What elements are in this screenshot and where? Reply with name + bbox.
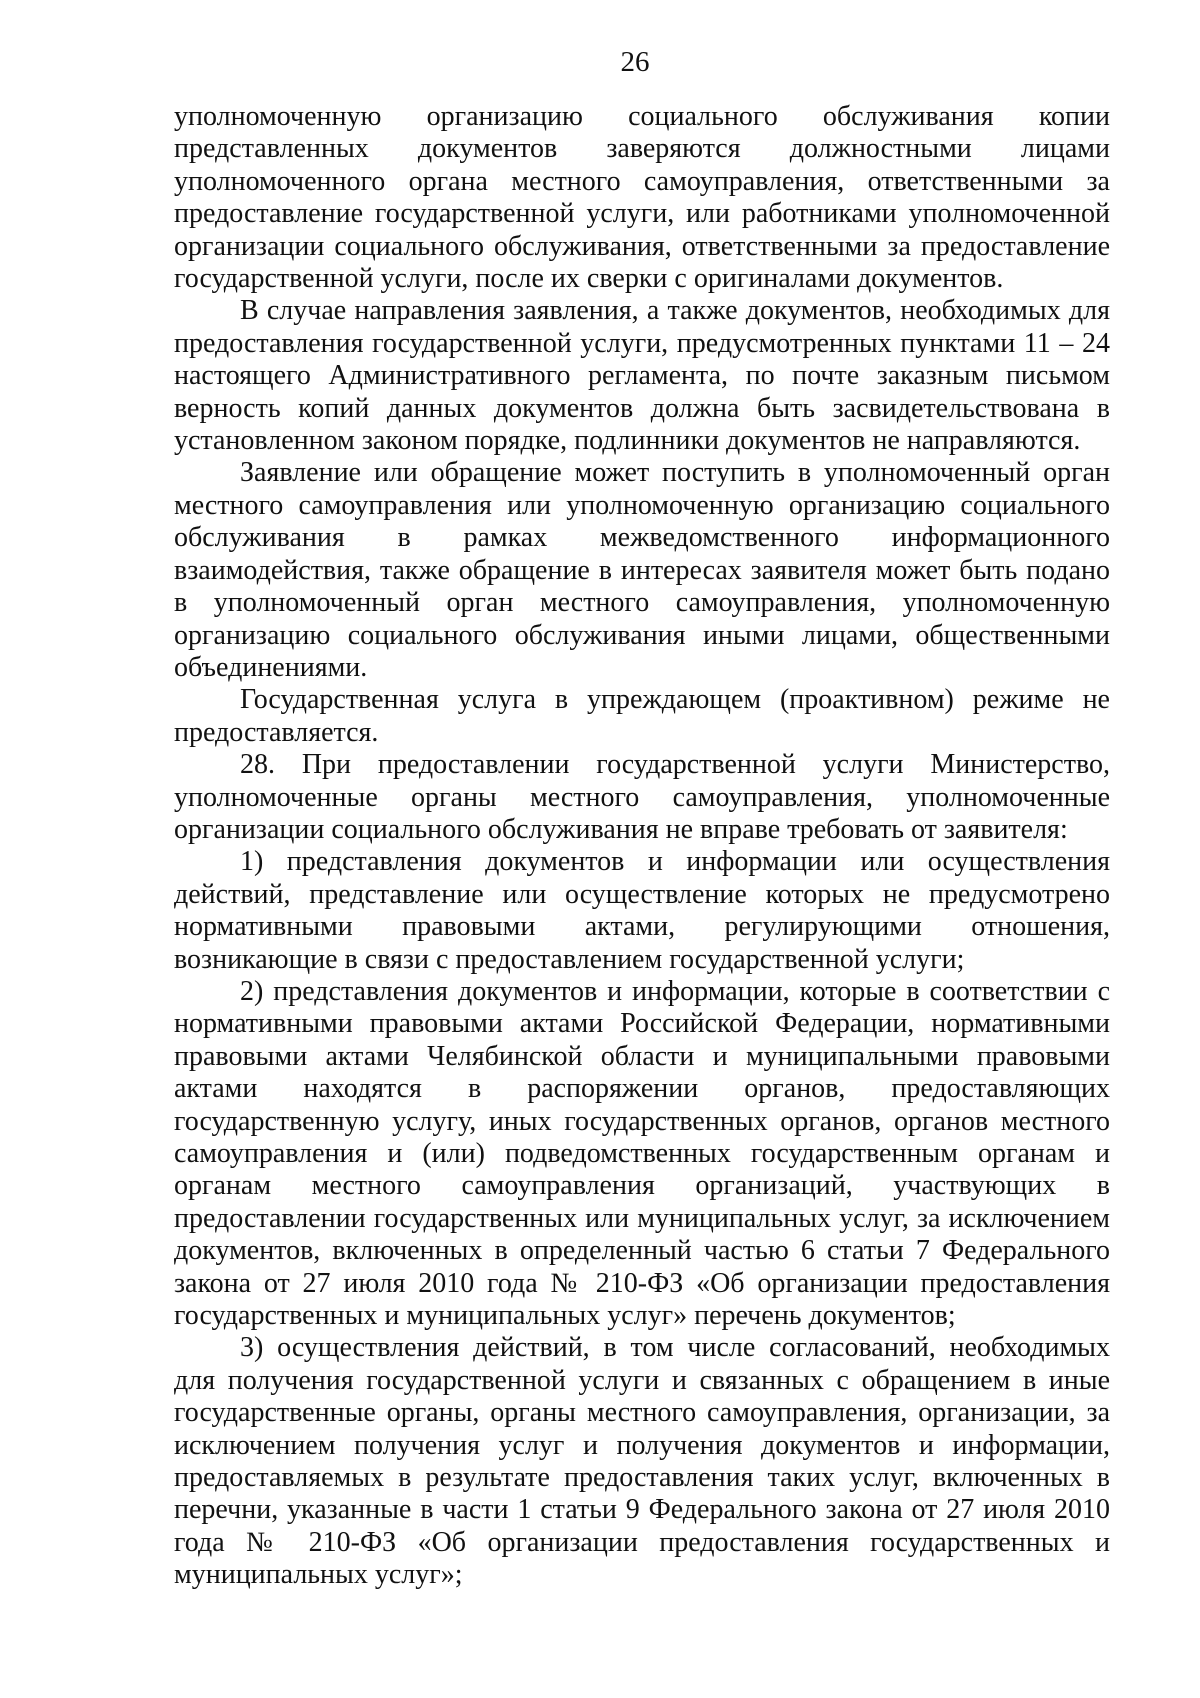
paragraph-postal-submission: В случае направления заявления, а также документов, необходимых для предоставления государственной услуги, предусмотренных пунктами 11 – 24 настоящего Административного регламента, по почте заказным письмом верность копий данных документов должна быть засвидетельствована в установленном законом порядке, подлинники документов не направляются. xyxy=(174,295,1110,457)
list-item-1: 1) представления документов и информации или осуществления действий, представление или осуществление которых не предусмотрено нормативными правовыми актами, регулирующими отношения, возникающие в связи с предоставлением государственной услуги; xyxy=(174,846,1110,975)
paragraph-continuation: уполномоченную организацию социального обслуживания копии представленных документов заверяются должностными лицами уполномоченного органа местного самоуправления, ответственными за предоставление государственной услуги, или работниками уполномоченной организации социального обслуживания, ответственными за предоставление государственной услуги, после их сверки с оригиналами документов. xyxy=(174,101,1110,295)
paragraph-interagency-request: Заявление или обращение может поступить в уполномоченный орган местного самоуправления или уполномоченную организацию социального обслуживания в рамках межведомственного информационного взаимодействия, также обращение в интересах заявителя может быть подано в уполномоченный орган местного самоуправления, уполномоченную организацию социального обслуживания иными лицами, общественными объединениями. xyxy=(174,457,1110,683)
list-item-3: 3) осуществления действий, в том числе согласований, необходимых для получения государственной услуги и связанных с обращением в иные государственные органы, органы местного самоуправления, организации, за исключением получения услуг и получения документов и информации, предоставляемых в результате предоставления таких услуг, включенных в перечни, указанные в части 1 статьи 9 Федерального закона от 27 июля 2010 года № 210-ФЗ «Об организации предоставления государственных и муниципальных услуг»; xyxy=(174,1332,1110,1591)
document-body xyxy=(174,101,1110,1592)
paragraph-proactive-mode: Государственная услуга в упреждающем (проактивном) режиме не предоставляется. xyxy=(174,684,1110,748)
list-item-2: 2) представления документов и информации, которые в соответствии с нормативными правовыми актами Российской Федерации, нормативными правовыми актами Челябинской области и муниципальными правовыми актами находятся в распоряжении органов, предоставляющих государственную услугу, иных государственных органов, органов местного самоуправления и (или) подведомственных государственным органам и органам местного самоуправления организаций, участвующих в предоставлении государственных или муниципальных услуг, за исключением документов, включенных в определенный частью 6 статьи 7 Федерального закона от 27 июля 2010 года № 210-ФЗ «Об организации предоставления государственных и муниципальных услуг» перечень документов; xyxy=(174,975,1110,1332)
page-number: 26 xyxy=(620,46,650,78)
paragraph-clause-28: 28. При предоставлении государственной услуги Министерство, уполномоченные органы местного самоуправления, уполномоченные организации социального обслуживания не вправе требовать от заявителя: xyxy=(174,749,1110,845)
